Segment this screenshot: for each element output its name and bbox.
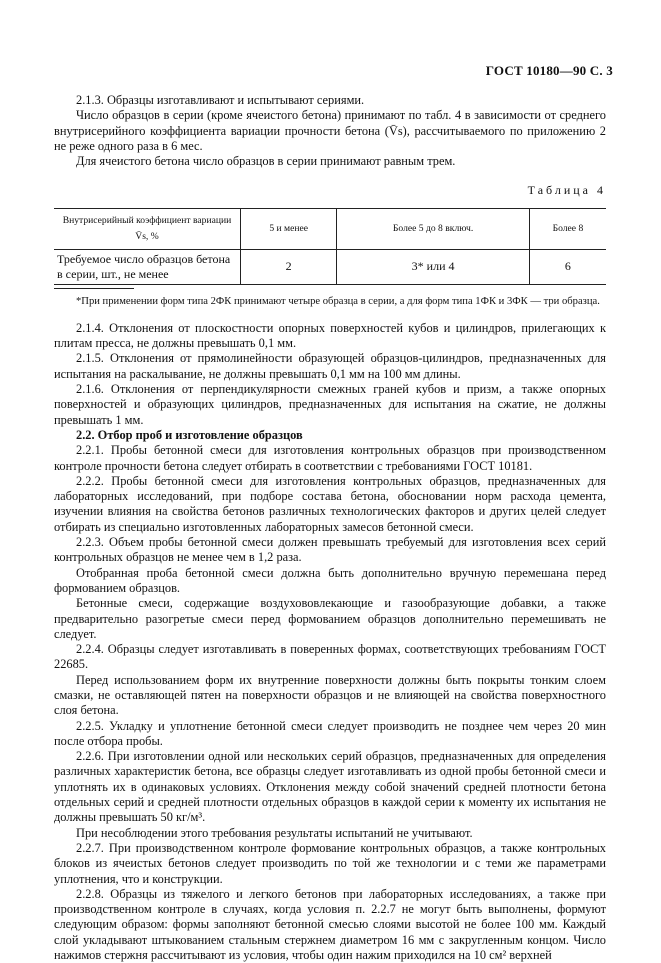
- table-header-col-1: 5 и менее: [241, 208, 337, 249]
- table-cell: 6: [529, 249, 606, 285]
- table-footnote: *При применении форм типа 2ФК принимают четыре образца в серии, а для форм типа 1ФК и 3ФК — три образца.: [76, 296, 600, 308]
- paragraph-2-1-4: 2.1.4. Отклонения от плоскостности опорных поверхностей кубов и цилиндров, прилегающих к плитам пресса, не должны превышать 0,1 мм.: [54, 320, 606, 351]
- footnote-divider: [54, 288, 134, 289]
- table-header-col-2: Более 5 до 8 включ.: [337, 208, 530, 249]
- paragraph-2-2-2: 2.2.2. Пробы бетонной смеси для изготовления контрольных образцов, предназначенных для лабораторных исследований, при подборе состава бетона, обосновании норм расхода цемента, изучении влияния на свойства бетонов различных технологических факторов и других целей следует отбирать из специально изготовленных лабораторных замесов бетонной смеси.: [54, 473, 606, 534]
- paragraph-2-1-6: 2.1.6. Отклонения от перпендикулярности смежных граней кубов и призм, а также опорных поверхностей и образующих цилиндров, предназначенных для испытания на сжатие, не должны превышать 1 мм.: [54, 382, 606, 427]
- paragraph-2-2-8: 2.2.8. Образцы из тяжелого и легкого бетонов при лабораторных исследованиях, а также при производственном контроле в случаях, когда условия п. 2.2.7 не могут быть выполнены, формуют следующим образом: формы заполняют бетонной смесью слоями высотой не более 100 мм. Каждый слой укладывают штыкованием стальным стержнем диаметром 16 мм с закругленным концом. Число нажимов стержня рассчитывают из условия, чтобы один нажим приходился на 10 см² верхней: [54, 886, 606, 963]
- paragraph-mixing: Отобранная проба бетонной смеси должна быть дополнительно вручную перемешана перед формованием образцов.: [54, 565, 606, 595]
- table-cell: 3* или 4: [337, 249, 530, 285]
- table-cell: 2: [241, 249, 337, 285]
- paragraph-2-1-5: 2.1.5. Отклонения от прямолинейности образующей образцов-цилиндров, предназначенных для испытания на раскалывание, не должны превышать 0,1 мм на 100 мм длины.: [54, 351, 606, 381]
- paragraph-noncompliance: При несоблюдении этого требования результаты испытаний не учитывают.: [76, 825, 473, 840]
- paragraph-2-2-7: 2.2.7. При производственном контроле формование контрольных образцов, а также контрольных блоков из ячеистых бетонов следует производить по той же технологии и с теми же параметрами уплотнения, что и конструкции.: [54, 840, 606, 886]
- section-title: 2.2. Отбор проб и изготовление образцов: [76, 427, 303, 442]
- paragraph-additives: Бетонные смеси, содержащие воздухововлекающие и газообразующие добавки, а также предварительно разогретые смеси перед формованием образцов дополнительно перемешивать не следует.: [54, 596, 606, 641]
- paragraph-2-2-4: 2.2.4. Образцы следует изготавливать в поверенных формах, соответствующих требованиям ГОСТ 22685.: [54, 642, 606, 672]
- table-header-col-3: Более 8: [529, 208, 606, 249]
- table-header-variation: Внутрисерийный коэффициент вариации V̄s, %: [54, 208, 241, 249]
- table-row: [54, 249, 606, 285]
- paragraph-2-2-6: 2.2.6. При изготовлении одной или нескольких серий образцов, предназначенных для определения различных характеристик бетона, все образцы следует изготавливать из одной пробы бетонной смеси и уплотнять их в одинаковых условиях. Отклонения между собой значений средней плотности бетона отдельных серий и средней плотности отдельных образцов в каждой серии к моменту их испытания не должны превышать 50 кг/м³.: [54, 749, 606, 825]
- table-row-label: Требуемое число образцов бетона в серии, шт., не менее: [54, 249, 241, 285]
- paragraph-lubrication: Перед использованием форм их внутренние поверхности должны быть покрыты тонким слоем смазки, не оставляющей пятен на поверхности образцов и не влияющей на свойства поверхностного слоя бетона.: [54, 672, 606, 718]
- page-header: ГОСТ 10180—90 С. 3: [485, 63, 613, 78]
- table-caption: Таблица 4: [527, 183, 606, 198]
- table-header-row: [54, 208, 606, 249]
- document-body: [54, 93, 606, 963]
- paragraph-2-2-5: 2.2.5. Укладку и уплотнение бетонной смеси следует производить не позднее чем через 20 мин после отбора пробы.: [54, 718, 606, 748]
- paragraph-2-1-3: 2.1.3. Образцы изготавливают и испытывают сериями.: [76, 93, 365, 107]
- table-4: [54, 208, 606, 286]
- paragraph-sample-count: Число образцов в серии (кроме ячеистого бетона) принимают по табл. 4 в зависимости от среднего внутрисерийного коэффициента вариации прочности бетона (V̄s), рассчитываемого по приложению 2 не реже одного раза в 6 мес.: [54, 108, 606, 153]
- paragraph-cellular-concrete: Для ячеистого бетона число образцов в серии принимают равным трем.: [76, 154, 456, 169]
- paragraph-2-2-1: 2.2.1. Пробы бетонной смеси для изготовления контрольных образцов при производственном контроле прочности бетона следует отбирать в соответствии с требованиями ГОСТ 10181.: [54, 443, 606, 473]
- paragraph-2-2-3: 2.2.3. Объем пробы бетонной смеси должен превышать требуемый для изготовления всех серий контрольных образцов не менее чем в 1,2 раза.: [54, 535, 606, 565]
